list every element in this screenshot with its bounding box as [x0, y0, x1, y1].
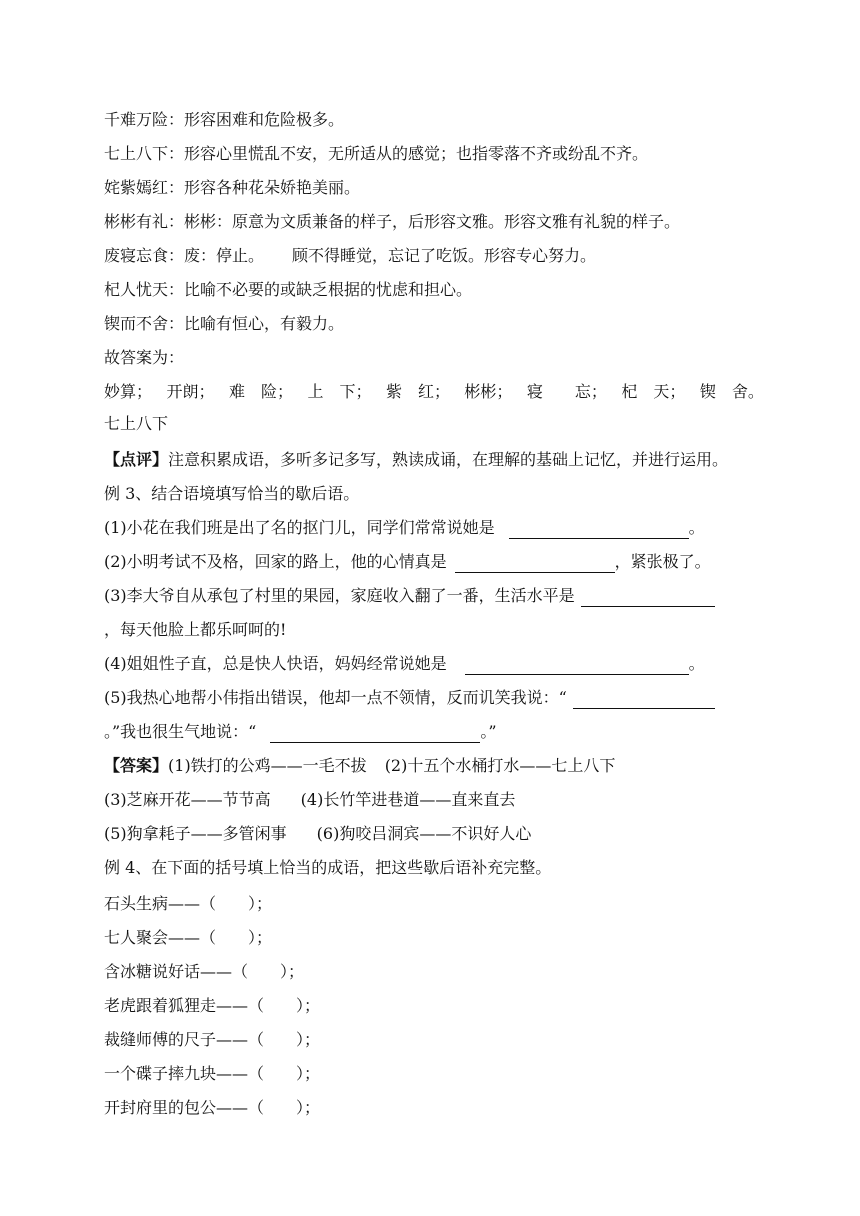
fill-item: 开封府里的包公——（ ）； — [104, 1098, 321, 1117]
fill-item: 石头生病——（ ）； — [104, 894, 273, 913]
fill-item: 七人聚会——（ ）； — [104, 928, 273, 947]
fill-item: 一个碟子摔九块——（ ）； — [104, 1064, 321, 1083]
answer-blank[interactable] — [465, 654, 689, 675]
answer-item: 上 下； — [307, 382, 372, 401]
idiom-part: 废寝忘食：废：停止。 — [104, 246, 265, 265]
idiom-line: 千难万险：形容困难和危险极多。 — [104, 110, 345, 129]
answer-item: 寝 忘； — [526, 382, 607, 401]
answer-item: 紫 红； — [385, 382, 450, 401]
example3-title: 例 3、结合语境填写恰当的歇后语。 — [104, 484, 360, 503]
fill-item: 老虎跟着狐狸走——（ ）； — [104, 996, 321, 1015]
idiom-line — [104, 240, 764, 272]
example4-title: 例 4、在下面的括号填上恰当的成语，把这些歇后语补充完整。 — [104, 858, 552, 877]
question-line: (3)李大爷自从承包了村里的果园，家庭收入翻了一番，生活水平是 — [104, 580, 764, 612]
comment-line — [104, 444, 764, 476]
answer-tag: 【答案】 — [104, 756, 169, 775]
idiom-line: 彬彬有礼：彬彬：原意为文质兼备的样子，后形容文雅。形容文雅有礼貌的样子。 — [104, 212, 681, 231]
answer-item: 妙算； — [104, 382, 153, 401]
question-line: (1)小花在我们班是出了名的抠门儿，同学们常常说她是 。 — [104, 518, 705, 537]
answer-item: 开朗； — [166, 382, 215, 401]
answer-line: 【答案】(1)铁打的公鸡——一毛不拔 (2)十五个水桶打水——七上八下 — [104, 756, 616, 775]
answers-tail: 七上八下 — [104, 414, 169, 433]
answers-row — [104, 376, 764, 408]
answer-blank[interactable] — [573, 688, 715, 709]
idiom-line: 杞人忧天：比喻不必要的或缺乏根据的忧虑和担心。 — [104, 280, 473, 299]
question-line: (2)小明考试不及格，回家的路上，他的心情真是 ，紧张极了。 — [104, 552, 711, 571]
answer-item: 难 险； — [228, 382, 293, 401]
comment-tag: 【点评】 — [104, 450, 169, 469]
question-line-cont: 。”我也很生气地说：“ 。” — [104, 722, 497, 741]
idiom-part: 顾不得睡觉，忘记了吃饭。形容专心努力。 — [292, 246, 597, 265]
answer-item: 彬彬； — [464, 382, 513, 401]
question-line: (5)我热心地帮小伟指出错误，他却一点不领情，反而讥笑我说：“ — [104, 682, 764, 714]
answer-blank[interactable] — [455, 552, 615, 573]
idiom-line: 姹紫嫣红：形容各种花朵娇艳美丽。 — [104, 178, 361, 197]
answer-intro: 故答案为： — [104, 348, 185, 367]
idiom-line: 锲而不舍：比喻有恒心，有毅力。 — [104, 314, 345, 333]
question-line-cont: ，每天他脸上都乐呵呵的! — [104, 620, 287, 639]
answer-item: 杞 天； — [621, 382, 686, 401]
answer-line: (5)狗拿耗子——多管闲事 (6)狗咬吕洞宾——不识好人心 — [104, 824, 532, 843]
answer-blank[interactable] — [581, 586, 715, 607]
fill-item: 裁缝师傅的尺子——（ ）； — [104, 1030, 321, 1049]
idiom-line: 七上八下：形容心里慌乱不安，无所适从的感觉；也指零落不齐或纷乱不齐。 — [104, 144, 649, 163]
fill-item: 含冰糖说好话——（ ）； — [104, 962, 305, 981]
answer-line: (3)芝麻开花——节节高 (4)长竹竿进巷道——直来直去 — [104, 790, 516, 809]
question-line: (4)姐姐性子直，总是快人快语，妈妈经常说她是 。 — [104, 654, 705, 673]
answer-blank[interactable] — [509, 518, 689, 539]
answer-item: 锲 舍。 — [699, 382, 764, 401]
answer-blank[interactable] — [270, 722, 480, 743]
comment-text: 注意积累成语，多听多记多写，熟读成诵，在理解的基础上记忆，并进行运用。 — [168, 450, 729, 469]
